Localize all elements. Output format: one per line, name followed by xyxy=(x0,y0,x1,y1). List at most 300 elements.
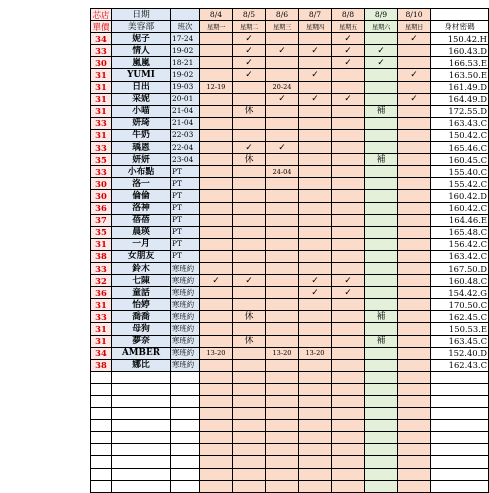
body-code: 162.45.C xyxy=(431,311,489,323)
day-cell xyxy=(200,154,233,166)
table-row xyxy=(91,335,489,347)
empty-cell xyxy=(266,408,299,420)
empty-cell xyxy=(91,456,112,468)
empty-cell xyxy=(200,420,233,432)
day-cell xyxy=(299,117,332,129)
day-cell: ✓ xyxy=(266,93,299,105)
day-cell: ✓ xyxy=(233,275,266,287)
table-row xyxy=(91,190,489,202)
empty-cell xyxy=(365,371,398,383)
body-code: 163.50.E xyxy=(431,69,489,81)
day-cell xyxy=(266,262,299,274)
empty-cell xyxy=(200,396,233,408)
day-cell xyxy=(365,129,398,141)
store-number: 30 xyxy=(91,190,112,202)
empty-cell xyxy=(233,432,266,444)
day-cell xyxy=(365,359,398,371)
staff-name: AMBER xyxy=(112,347,171,359)
day-cell xyxy=(200,359,233,371)
day-cell xyxy=(266,323,299,335)
day-cell: 13-20 xyxy=(299,347,332,359)
shift-time: 17-24 xyxy=(171,33,200,45)
empty-row xyxy=(91,420,489,432)
date-header: 8/6 xyxy=(266,9,299,21)
empty-cell xyxy=(233,408,266,420)
day-cell: ✓ xyxy=(233,142,266,154)
store-number: 38 xyxy=(91,359,112,371)
table-row xyxy=(91,262,489,274)
day-cell xyxy=(233,214,266,226)
staff-name: 鈴木 xyxy=(112,262,171,274)
empty-cell xyxy=(299,420,332,432)
empty-cell xyxy=(365,432,398,444)
day-cell xyxy=(266,178,299,190)
store-number: 31 xyxy=(91,105,112,117)
day-cell: 13-20 xyxy=(266,347,299,359)
weekday-header: 星期五 xyxy=(332,21,365,33)
staff-name: 七陳 xyxy=(112,275,171,287)
day-cell xyxy=(200,323,233,335)
store-number: 31 xyxy=(91,129,112,141)
empty-cell xyxy=(266,420,299,432)
date-header: 8/10 xyxy=(398,9,431,21)
staff-name: 采妮 xyxy=(112,93,171,105)
body-code: 167.50.D xyxy=(431,262,489,274)
day-cell xyxy=(299,33,332,45)
day-cell xyxy=(299,335,332,347)
day-cell: ✓ xyxy=(299,45,332,57)
body-code: 163.43.C xyxy=(431,117,489,129)
staff-name: 蓓蓓 xyxy=(112,214,171,226)
day-cell xyxy=(332,262,365,274)
day-cell xyxy=(299,311,332,323)
day-cell xyxy=(233,190,266,202)
staff-name: 夢奈 xyxy=(112,335,171,347)
empty-cell xyxy=(299,383,332,395)
empty-cell xyxy=(171,396,200,408)
schedule-body xyxy=(91,9,489,493)
day-cell xyxy=(332,238,365,250)
table-row xyxy=(91,202,489,214)
table-row xyxy=(91,154,489,166)
weekday-header: 星期二 xyxy=(233,21,266,33)
day-cell xyxy=(398,287,431,299)
day-cell xyxy=(299,142,332,154)
empty-cell xyxy=(91,383,112,395)
day-cell xyxy=(299,323,332,335)
empty-cell xyxy=(266,383,299,395)
day-cell xyxy=(266,238,299,250)
day-cell: ✓ xyxy=(332,287,365,299)
shift-time: 寒班約 xyxy=(171,299,200,311)
day-cell xyxy=(332,250,365,262)
day-cell xyxy=(299,299,332,311)
empty-cell xyxy=(266,432,299,444)
shift-label: 班次 xyxy=(171,21,200,33)
day-cell xyxy=(332,359,365,371)
day-cell xyxy=(200,69,233,81)
day-cell xyxy=(365,238,398,250)
table-row xyxy=(91,238,489,250)
empty-cell xyxy=(91,432,112,444)
day-cell xyxy=(233,166,266,178)
empty-cell xyxy=(266,456,299,468)
day-cell xyxy=(332,202,365,214)
day-cell xyxy=(266,69,299,81)
empty-cell xyxy=(398,444,431,456)
day-cell: ✓ xyxy=(233,69,266,81)
day-cell xyxy=(398,299,431,311)
empty-cell xyxy=(112,396,171,408)
empty-cell xyxy=(332,444,365,456)
day-cell xyxy=(365,275,398,287)
day-cell xyxy=(398,57,431,69)
day-cell xyxy=(365,323,398,335)
table-row xyxy=(91,250,489,262)
store-label: 芯店 xyxy=(91,9,112,21)
day-cell xyxy=(233,202,266,214)
day-cell xyxy=(365,33,398,45)
day-cell xyxy=(398,347,431,359)
empty-cell xyxy=(332,420,365,432)
empty-cell xyxy=(112,444,171,456)
store-number: 31 xyxy=(91,323,112,335)
day-cell xyxy=(299,154,332,166)
empty-cell xyxy=(91,420,112,432)
day-cell xyxy=(365,299,398,311)
day-cell xyxy=(233,347,266,359)
header-row-dates xyxy=(91,9,489,21)
body-code: 150.42.H xyxy=(431,33,489,45)
table-row xyxy=(91,287,489,299)
day-cell xyxy=(398,335,431,347)
empty-cell xyxy=(431,480,489,492)
shift-time: 22-04 xyxy=(171,142,200,154)
shift-time: PT xyxy=(171,214,200,226)
empty-cell xyxy=(299,456,332,468)
day-cell xyxy=(200,45,233,57)
empty-cell xyxy=(171,444,200,456)
shift-time: 19-02 xyxy=(171,45,200,57)
store-number: 31 xyxy=(91,299,112,311)
body-code: 160.43.D xyxy=(431,45,489,57)
day-cell xyxy=(200,93,233,105)
empty-row xyxy=(91,383,489,395)
empty-cell xyxy=(299,432,332,444)
store-number: 31 xyxy=(91,81,112,93)
empty-cell xyxy=(266,396,299,408)
empty-cell xyxy=(398,396,431,408)
day-cell xyxy=(299,57,332,69)
store-number: 30 xyxy=(91,57,112,69)
shift-time: PT xyxy=(171,250,200,262)
body-code: 162.43.C xyxy=(431,359,489,371)
day-cell xyxy=(200,299,233,311)
weekday-header: 星期日 xyxy=(398,21,431,33)
body-code: 164.49.D xyxy=(431,93,489,105)
day-cell xyxy=(365,93,398,105)
day-cell xyxy=(200,57,233,69)
empty-cell xyxy=(332,383,365,395)
day-cell xyxy=(365,287,398,299)
empty-cell xyxy=(332,408,365,420)
staff-name: 洛一 xyxy=(112,178,171,190)
day-cell xyxy=(200,238,233,250)
store-number: 35 xyxy=(91,226,112,238)
day-cell xyxy=(332,81,365,93)
day-cell xyxy=(233,93,266,105)
day-cell: 13-20 xyxy=(200,347,233,359)
day-cell: ✓ xyxy=(365,45,398,57)
empty-cell xyxy=(233,456,266,468)
store-number: 35 xyxy=(91,154,112,166)
shift-time: 19-03 xyxy=(171,81,200,93)
staff-name: 日出 xyxy=(112,81,171,93)
day-cell xyxy=(200,287,233,299)
day-cell xyxy=(200,190,233,202)
day-cell xyxy=(332,214,365,226)
empty-cell xyxy=(171,408,200,420)
day-cell xyxy=(332,190,365,202)
day-cell xyxy=(233,262,266,274)
store-number: 34 xyxy=(91,347,112,359)
day-cell xyxy=(332,335,365,347)
day-cell xyxy=(200,33,233,45)
day-cell xyxy=(266,275,299,287)
date-header: 8/8 xyxy=(332,9,365,21)
empty-cell xyxy=(365,480,398,492)
day-cell xyxy=(233,178,266,190)
dept-label: 美容部 xyxy=(112,21,171,33)
table-row xyxy=(91,45,489,57)
schedule-table xyxy=(90,8,489,493)
date-header: 8/7 xyxy=(299,9,332,21)
day-cell xyxy=(266,250,299,262)
day-cell xyxy=(233,299,266,311)
empty-cell xyxy=(171,383,200,395)
day-cell xyxy=(332,323,365,335)
day-cell xyxy=(266,190,299,202)
day-cell xyxy=(266,287,299,299)
shift-time: PT xyxy=(171,226,200,238)
day-cell: ✓ xyxy=(332,275,365,287)
empty-cell xyxy=(200,432,233,444)
empty-row xyxy=(91,371,489,383)
table-row xyxy=(91,214,489,226)
store-number: 36 xyxy=(91,287,112,299)
day-cell xyxy=(200,166,233,178)
table-row xyxy=(91,117,489,129)
day-cell xyxy=(332,105,365,117)
day-cell: ✓ xyxy=(299,275,332,287)
empty-cell xyxy=(233,444,266,456)
empty-cell xyxy=(431,408,489,420)
body-code: 160.42.C xyxy=(431,202,489,214)
empty-cell xyxy=(112,432,171,444)
day-cell: ✓ xyxy=(398,69,431,81)
shift-time: PT xyxy=(171,166,200,178)
table-row xyxy=(91,93,489,105)
day-cell xyxy=(266,311,299,323)
empty-cell xyxy=(365,408,398,420)
day-cell xyxy=(332,347,365,359)
empty-cell xyxy=(365,383,398,395)
empty-cell xyxy=(112,420,171,432)
shift-time: 22-03 xyxy=(171,129,200,141)
empty-cell xyxy=(365,456,398,468)
store-number: 30 xyxy=(91,178,112,190)
day-cell xyxy=(299,250,332,262)
store-number: 37 xyxy=(91,214,112,226)
empty-row xyxy=(91,480,489,492)
day-cell xyxy=(365,262,398,274)
empty-cell xyxy=(91,468,112,480)
shift-time: 寒班約 xyxy=(171,335,200,347)
store-number: 33 xyxy=(91,262,112,274)
day-cell xyxy=(299,359,332,371)
empty-cell xyxy=(365,396,398,408)
empty-cell xyxy=(398,456,431,468)
store-number: 34 xyxy=(91,33,112,45)
empty-row xyxy=(91,396,489,408)
day-cell xyxy=(233,323,266,335)
body-code: 150.42.C xyxy=(431,129,489,141)
empty-cell xyxy=(233,371,266,383)
empty-cell xyxy=(266,371,299,383)
day-cell: 休 xyxy=(233,335,266,347)
section-label: 單價 xyxy=(91,21,112,33)
date-label: 日期 xyxy=(112,9,171,21)
store-number: 32 xyxy=(91,275,112,287)
table-row xyxy=(91,105,489,117)
day-cell: ✓ xyxy=(200,275,233,287)
date-header: 8/9 xyxy=(365,9,398,21)
table-row xyxy=(91,347,489,359)
store-number: 31 xyxy=(91,93,112,105)
blank-header-cell xyxy=(171,9,200,21)
staff-name: 娜比 xyxy=(112,359,171,371)
day-cell xyxy=(398,129,431,141)
staff-name: 嵐嵐 xyxy=(112,57,171,69)
empty-cell xyxy=(200,408,233,420)
empty-cell xyxy=(299,396,332,408)
day-cell xyxy=(332,299,365,311)
day-cell xyxy=(398,105,431,117)
day-cell xyxy=(233,226,266,238)
table-row xyxy=(91,275,489,287)
table-row xyxy=(91,81,489,93)
empty-cell xyxy=(266,468,299,480)
table-row xyxy=(91,69,489,81)
table-row xyxy=(91,311,489,323)
day-cell: 補 xyxy=(365,335,398,347)
day-cell xyxy=(398,238,431,250)
empty-cell xyxy=(332,468,365,480)
store-number: 33 xyxy=(91,45,112,57)
day-cell xyxy=(398,323,431,335)
blank-header-cell xyxy=(431,9,489,21)
body-code: 160.48.C xyxy=(431,275,489,287)
empty-cell xyxy=(233,383,266,395)
body-code: 150.53.E xyxy=(431,323,489,335)
body-code: 163.45.C xyxy=(431,335,489,347)
shift-time: 寒班約 xyxy=(171,262,200,274)
empty-cell xyxy=(171,371,200,383)
empty-cell xyxy=(233,480,266,492)
day-cell: 補 xyxy=(365,105,398,117)
day-cell xyxy=(365,81,398,93)
day-cell xyxy=(365,347,398,359)
day-cell xyxy=(365,202,398,214)
empty-cell xyxy=(299,444,332,456)
day-cell xyxy=(332,166,365,178)
shift-time: 21-04 xyxy=(171,105,200,117)
body-code: 155.40.C xyxy=(431,166,489,178)
date-header: 8/5 xyxy=(233,9,266,21)
day-cell xyxy=(266,105,299,117)
empty-row xyxy=(91,468,489,480)
day-cell xyxy=(332,142,365,154)
day-cell xyxy=(200,105,233,117)
day-cell xyxy=(266,335,299,347)
day-cell: 休 xyxy=(233,105,266,117)
day-cell xyxy=(200,178,233,190)
weekday-header: 星期三 xyxy=(266,21,299,33)
table-row xyxy=(91,299,489,311)
shift-time: 23-04 xyxy=(171,154,200,166)
day-cell xyxy=(233,287,266,299)
empty-row xyxy=(91,444,489,456)
day-cell xyxy=(233,117,266,129)
empty-cell xyxy=(365,444,398,456)
table-row xyxy=(91,142,489,154)
day-cell: ✓ xyxy=(365,57,398,69)
staff-name: 瑀恩 xyxy=(112,142,171,154)
day-cell xyxy=(233,129,266,141)
empty-cell xyxy=(112,383,171,395)
empty-cell xyxy=(431,444,489,456)
store-number: 33 xyxy=(91,311,112,323)
empty-cell xyxy=(398,420,431,432)
body-code: 155.42.C xyxy=(431,178,489,190)
empty-cell xyxy=(200,371,233,383)
shift-time: 寒班約 xyxy=(171,287,200,299)
empty-cell xyxy=(200,444,233,456)
day-cell: 休 xyxy=(233,154,266,166)
empty-cell xyxy=(233,396,266,408)
shift-time: 寒班約 xyxy=(171,347,200,359)
staff-name: 童話 xyxy=(112,287,171,299)
body-code: 152.40.D xyxy=(431,347,489,359)
weekday-header: 星期一 xyxy=(200,21,233,33)
staff-name: 怡婷 xyxy=(112,299,171,311)
day-cell: ✓ xyxy=(233,57,266,69)
empty-cell xyxy=(200,456,233,468)
day-cell: ✓ xyxy=(398,93,431,105)
shift-time: 寒班約 xyxy=(171,359,200,371)
day-cell: ✓ xyxy=(299,69,332,81)
staff-name: 牛奶 xyxy=(112,129,171,141)
staff-name: 小布點 xyxy=(112,166,171,178)
staff-name: 妍琦 xyxy=(112,117,171,129)
day-cell xyxy=(233,250,266,262)
store-number: 31 xyxy=(91,69,112,81)
empty-cell xyxy=(299,480,332,492)
empty-cell xyxy=(91,408,112,420)
empty-cell xyxy=(91,444,112,456)
empty-cell xyxy=(332,371,365,383)
day-cell xyxy=(299,262,332,274)
